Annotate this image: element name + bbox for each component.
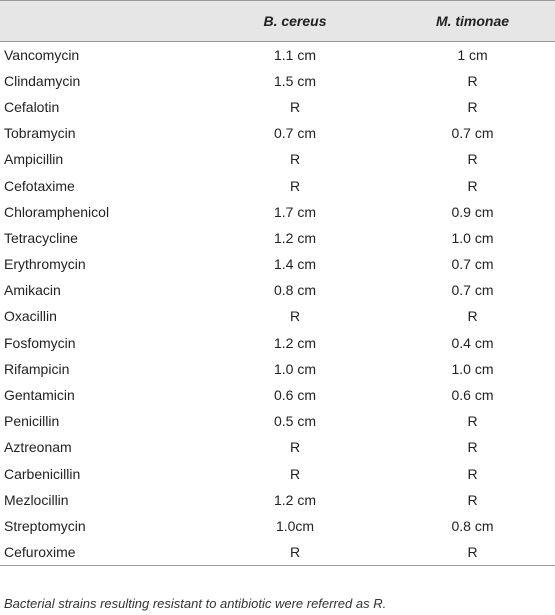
m-timonae-value-cell: R (467, 151, 478, 168)
antibiotic-name-cell: Streptomycin (4, 517, 86, 534)
m-timonae-value-cell: R (467, 413, 478, 430)
antibiotic-name-cell: Cefalotin (4, 98, 60, 115)
table-row (0, 461, 555, 487)
m-timonae-value-cell: 0.6 cm (451, 387, 494, 404)
m-timonae-value-cell: 0.7 cm (451, 125, 494, 142)
antibiotic-name-cell: Tobramycin (4, 125, 76, 142)
m-timonae-value-cell: R (467, 308, 478, 325)
b-cereus-value-cell: 1.5 cm (273, 72, 316, 89)
b-cereus-value-cell: R (289, 543, 301, 560)
antibiotic-name-cell: Clindamycin (4, 72, 81, 89)
antibiotic-name-cell: Carbenicillin (4, 465, 81, 482)
m-timonae-value-cell: R (467, 98, 478, 115)
antibiotic-name-cell: Tetracycline (4, 229, 78, 246)
b-cereus-value-cell: 0.5 cm (273, 413, 316, 430)
m-timonae-value-cell: R (467, 543, 478, 560)
header-b-cereus: B. cereus (263, 13, 327, 29)
m-timonae-value-cell: R (467, 177, 478, 194)
table-row (0, 487, 555, 513)
table-row (0, 225, 555, 251)
b-cereus-value-cell: 1.2 cm (273, 334, 316, 351)
b-cereus-value-cell: R (289, 98, 301, 115)
table-row (0, 120, 555, 146)
b-cereus-value-cell: R (289, 308, 301, 325)
table-row (0, 146, 555, 172)
antibiotic-name-cell: Oxacillin (4, 308, 57, 325)
antibiotic-name-cell: Mezlocillin (4, 491, 69, 508)
m-timonae-value-cell: R (467, 72, 478, 89)
table-row (0, 408, 555, 434)
b-cereus-value-cell: 0.7 cm (273, 125, 316, 142)
antibiotic-name-cell: Cefotaxime (4, 177, 75, 194)
b-cereus-value-cell: R (289, 439, 301, 456)
m-timonae-value-cell: 0.7 cm (451, 282, 494, 299)
table-row (0, 382, 555, 408)
b-cereus-value-cell: 1.2 cm (273, 491, 316, 508)
table-row (0, 356, 555, 382)
b-cereus-value-cell: R (289, 151, 301, 168)
b-cereus-value-cell: 0.6 cm (273, 387, 316, 404)
table-row (0, 68, 555, 94)
b-cereus-value-cell: 1.7 cm (273, 203, 316, 220)
m-timonae-value-cell: 0.8 cm (451, 517, 494, 534)
b-cereus-value-cell: 1.0cm (275, 517, 315, 534)
header-antibiotic (0, 1, 200, 42)
table-row (0, 94, 555, 120)
table-row (0, 42, 555, 68)
table-row (0, 251, 555, 277)
table-row (0, 330, 555, 356)
table-row (0, 199, 555, 225)
table-row (0, 303, 555, 329)
b-cereus-value-cell: R (289, 177, 301, 194)
table-row (0, 539, 555, 565)
antibiotic-name-cell: Chloramphenicol (4, 203, 110, 220)
antibiotic-name-cell: Ampicillin (4, 151, 64, 168)
table-body (0, 42, 555, 566)
antibiotic-name-cell: Vancomycin (4, 46, 80, 63)
table-row (0, 277, 555, 303)
m-timonae-value-cell: 0.4 cm (451, 334, 494, 351)
m-timonae-value-cell: 1.0 cm (451, 360, 494, 377)
antibiotic-name-cell: Amikacin (4, 282, 61, 299)
table-row (0, 172, 555, 198)
m-timonae-value-cell: 0.7 cm (451, 256, 494, 273)
antibiotic-name-cell: Rifampicin (4, 360, 70, 377)
m-timonae-value-cell: 0.9 cm (451, 203, 494, 220)
antibiotic-name-cell: Penicillin (4, 413, 60, 430)
b-cereus-value-cell: 1.2 cm (273, 229, 316, 246)
header-row (0, 1, 555, 42)
m-timonae-value-cell: R (467, 491, 478, 508)
antibiotic-name-cell: Fosfomycin (4, 334, 76, 351)
table-row (0, 513, 555, 539)
antibiotic-name-cell: Aztreonam (4, 439, 72, 456)
table-row (0, 434, 555, 460)
m-timonae-value-cell: R (467, 465, 478, 482)
b-cereus-value-cell: 0.8 cm (273, 282, 316, 299)
b-cereus-value-cell: 1.0 cm (273, 360, 316, 377)
table-header (0, 1, 555, 42)
header-m-timonae: M. timonae (435, 13, 510, 29)
table-footnote: Bacterial strains resulting resistant to antibiotic were referred as R. (4, 596, 387, 611)
m-timonae-value-cell: 1.0 cm (451, 229, 494, 246)
antibiotic-name-cell: Cefuroxime (4, 543, 76, 560)
antibiotic-name-cell: Erythromycin (4, 256, 86, 273)
antibiotic-name-cell: Gentamicin (4, 387, 75, 404)
b-cereus-value-cell: R (289, 465, 301, 482)
m-timonae-value-cell: 1 cm (457, 46, 488, 63)
b-cereus-value-cell: 1.4 cm (273, 256, 316, 273)
m-timonae-value-cell: R (467, 439, 478, 456)
b-cereus-value-cell: 1.1 cm (273, 46, 316, 63)
